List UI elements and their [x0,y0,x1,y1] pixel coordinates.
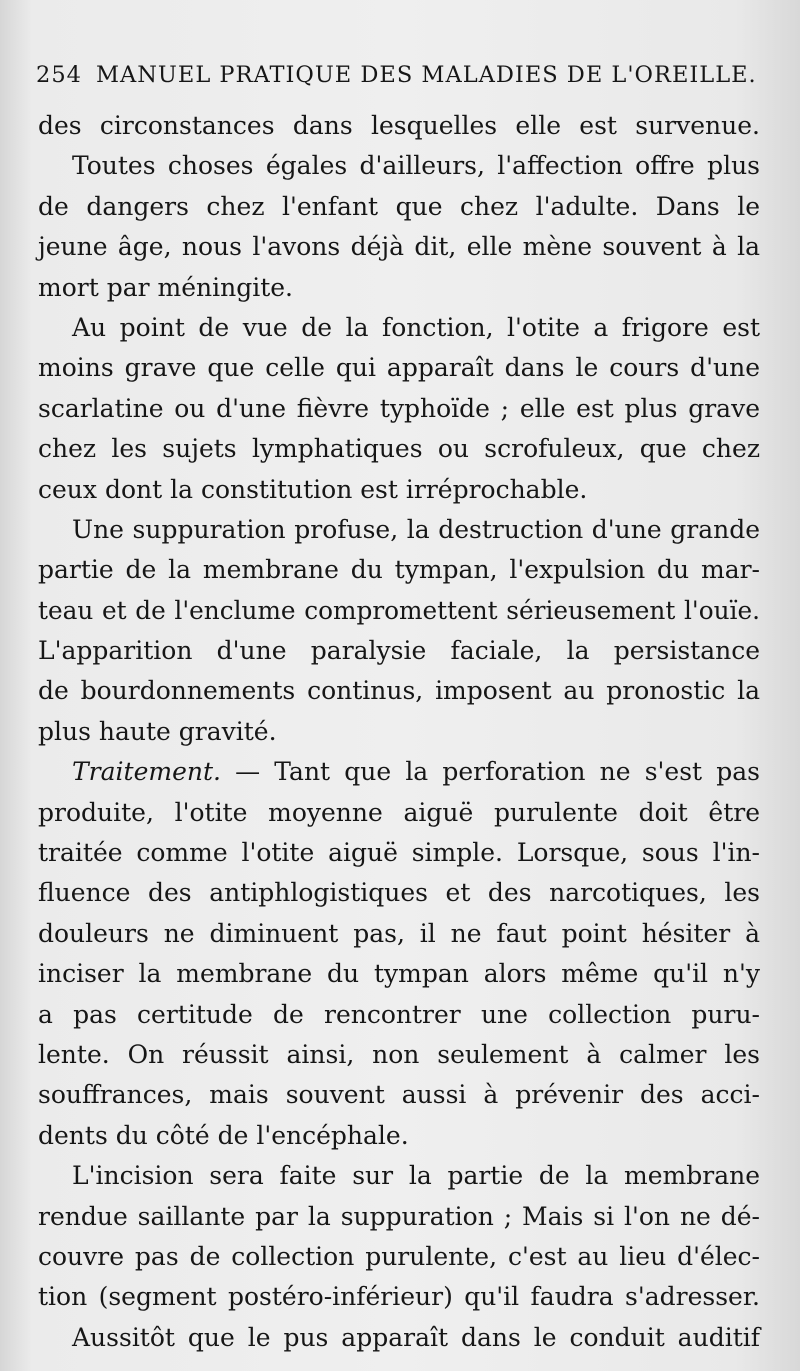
text-line: teau et de l'enclume compromettent sérieusement l'ouïe. [38,595,760,625]
text-line: rendue saillante par la suppuration ; Mais si l'on ne dé- [38,1201,760,1231]
text-line: mort par méningite. [38,272,293,302]
text-line: lente. On réussit ainsi, non seulement à calmer les [38,1039,760,1069]
text-line: a pas certitude de rencontrer une collection puru- [38,999,760,1029]
text-line: des circonstances dans lesquelles elle est survenue. [38,111,760,140]
text-line: Aussitôt que le pus apparaît dans le conduit auditif [72,1322,760,1352]
text-line: produite, l'otite moyenne aiguë purulente doit être [38,797,760,827]
text-line: fluence des antiphlogistiques et des narcotiques, les [38,878,760,908]
text-line: Au point de vue de la fonction, l'otite a frigore est [72,312,760,342]
text-line: Une suppuration profuse, la destruction d'une grande [72,514,760,544]
text-line: de dangers chez l'enfant que chez l'adulte. Dans le [38,191,760,221]
text-line: plus haute gravité. [38,716,277,746]
page-number: 254 [36,62,82,88]
text-line: dents du côté de l'encéphale. [38,1120,409,1150]
text-line: Toutes choses égales d'ailleurs, l'affection offre plus [72,151,760,181]
text-line: douleurs ne diminuent pas, il ne faut point hésiter à [38,918,760,948]
text-line: souffrances, mais souvent aussi à prévenir des acci- [38,1080,760,1110]
page-text [38,106,760,1358]
text-line: tion (segment postéro-inférieur) qu'il faudra s'adresser. [38,1282,760,1312]
running-title: MANUEL PRATIQUE DES MALADIES DE L'OREILLE. [95,62,757,88]
text-line: couvre pas de collection purulente, c'est au lieu d'élec- [38,1241,760,1271]
text-line: moins grave que celle qui apparaît dans le cours d'une [38,353,760,383]
text-line: jeune âge, nous l'avons déjà dit, elle mène souvent à la [38,232,760,262]
text-line: chez les sujets lymphatiques ou scrofuleux, que chez [38,434,760,464]
text-line: de bourdonnements continus, imposent au pronostic la [38,676,760,706]
text-line: partie de la membrane du tympan, l'expulsion du mar- [38,555,760,585]
text-line: inciser la membrane du tympan alors même qu'il n'y [38,959,760,989]
text-line [38,752,760,792]
section-heading-traitement: Traitement. [72,757,221,787]
text-line: scarlatine ou d'une fièvre typhoïde ; elle est plus grave [38,393,760,423]
text-line: ceux dont la constitution est irréprochable. [38,474,588,504]
text-line: L'incision sera faite sur la partie de la membrane [72,1161,760,1191]
text-line: L'apparition d'une paralysie faciale, la persistance [38,636,760,666]
text-line-rest: — Tant que la perforation ne s'est pas [220,757,760,787]
text-line: traitée comme l'otite aiguë simple. Lorsque, sous l'in- [38,838,760,868]
running-header [36,62,756,88]
